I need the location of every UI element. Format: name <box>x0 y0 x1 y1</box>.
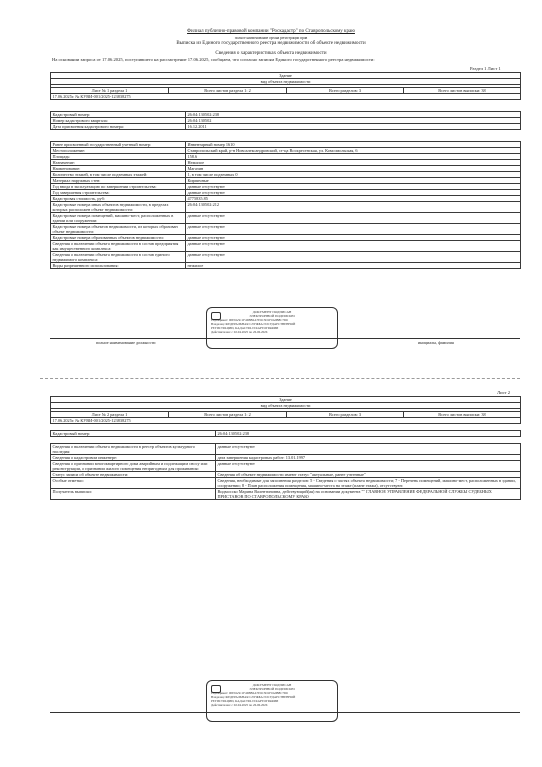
position-caption: полное наименование должности <box>96 340 156 345</box>
stamp-owner2: РЕГИСТРАЦИИ, КАДАСТРА И КАРТОГРАФИИ <box>211 326 279 330</box>
sheets-total: Всего листов выписки: 38 <box>404 88 521 94</box>
stamp2-line1: ДОКУМЕНТ ПОДПИСАН <box>252 683 292 687</box>
sections-total: Всего разделов: 3 <box>287 88 404 94</box>
stamp-owner: Владелец: ФЕДЕРАЛЬНАЯ СЛУЖБА ГОСУДАРСТВЕННОЙ <box>211 322 296 326</box>
row-label: Дата присвоения кадастрового номера: <box>51 124 186 130</box>
row-value: 158.6 <box>186 154 521 160</box>
row-label: Сведения о включении объекта недвижимости в состав предприятия как имущественного комплекса: <box>51 241 186 252</box>
request-text: На основании запроса от 17.06.2025, поступившего на рассмотрение 17.06.2025, сообщаем, что согласно записям Единого государственного реестра недвижимости: <box>52 57 375 62</box>
row-value: данные отсутствуют <box>186 213 521 224</box>
row-value: данные отсутствуют <box>186 235 521 241</box>
stamp2-owner: Владелец: ФЕДЕРАЛЬНАЯ СЛУЖБА ГОСУДАРСТВЕННОЙ <box>211 695 296 699</box>
row-label: Кадастровая стоимость, руб: <box>51 196 186 202</box>
stamp2-cert: Сертификат: 00E9A5C1F4D8B2A7E6C3D1F0A9B8C7D6 <box>211 691 288 695</box>
stamp2-line2: ЭЛЕКТРОННОЙ ПОДПИСЬЮ <box>249 687 295 691</box>
row-value: Кирпичные <box>186 178 521 184</box>
stamp2-owner2: РЕГИСТРАЦИИ, КАДАСТРА И КАРТОГРАФИИ <box>211 699 279 703</box>
table-row <box>51 252 521 263</box>
building-label-2: Здание <box>51 397 521 403</box>
date-ref-2: 17.06.2025г. № КУВИ-001/2025-123838275 <box>51 418 521 424</box>
stamp-cert: Сертификат: 00E9A5C1F4D8B2A7E6C3D1F0A9B8C7D6 <box>211 318 288 322</box>
sheet1-header-table <box>50 72 521 100</box>
cadastral-label-2: Кадастровый номер: <box>51 431 216 437</box>
sheet2-characteristics-table <box>50 443 521 500</box>
row-value: дата завершения кадастровых работ: 13.01.1997 <box>216 455 521 461</box>
row-value: Ставропольский край, р-н Новоалександровский, ст-ца Воскресенская, ул. Комсомольская, 6 <box>186 148 521 154</box>
row-label: Сведения о признании многоквартирного дома аварийным и подлежащим сносу или реконструкции, о признании жилого помещения непригодным для проживания: <box>51 461 216 472</box>
row-label: Получатель выписки: <box>51 489 216 500</box>
section-sheet-label: Раздел 1 Лист 1 <box>470 66 501 71</box>
row-value: Нежилое <box>186 160 521 166</box>
electronic-signature-stamp <box>206 307 338 349</box>
row-label: Наименование: <box>51 166 186 172</box>
seal-icon <box>211 685 221 693</box>
row-label: Кадастровые номера иных объектов недвижимости, в пределах которых расположен объект недвижимости: <box>51 202 186 213</box>
row-label: Сведения о кадастровом инженере: <box>51 455 216 461</box>
row-label: Кадастровые номера объектов недвижимости, из которых образован объект недвижимости: <box>51 224 186 235</box>
signature-caption: инициалы, фамилия <box>418 340 454 345</box>
sheet2-header-table <box>50 396 521 424</box>
sheets-in-section-2: Всего листов раздела 1: 2 <box>169 412 287 418</box>
row-value: данные отсутствуют <box>216 461 521 472</box>
date-ref: 17.06.2025г. № КУВИ-001/2025-123838275 <box>51 94 521 100</box>
stamp-line1: ДОКУМЕНТ ПОДПИСАН <box>252 310 292 314</box>
seal-icon <box>211 312 221 320</box>
row-label: Сведения о включении объекта недвижимости в состав единого недвижимого комплекса: <box>51 252 186 263</box>
table-row <box>51 461 521 472</box>
org-name: Филиал публично-правовой компании "Роскадастр" по Ставропольскому краю <box>187 29 355 34</box>
building-label: Здание <box>51 73 521 79</box>
row-label: Кадастровые номера образованных объектов недвижимости: <box>51 235 186 241</box>
row-label: Назначение: <box>51 160 186 166</box>
row-value: данные отсутствуют <box>186 190 521 196</box>
sheets-in-section: Всего листов раздела 1: 2 <box>169 88 287 94</box>
sheet2-label: Лист 2 <box>497 390 511 395</box>
row-value: Инвентарный номер 1610 <box>186 142 521 148</box>
row-value: 4775835.85 <box>186 196 521 202</box>
table-row <box>51 263 521 269</box>
row-value: данные отсутствуют <box>186 224 521 235</box>
row-label: Год завершения строительства: <box>51 190 186 196</box>
row-value: Магазин <box>186 166 521 172</box>
row-value: Видмосско Марина Валентиновна, действующий(ая) на основании документа "" ГЛАВНОЕ УПРАВЛЕНИЕ ФЕДЕРАЛЬНОЙ СЛУЖБЫ СУДЕБНЫХ ПРИСТАВОВ ПО СТАВРОПОЛЬСКОМУ КРАЮ <box>216 489 521 500</box>
sections-total-2: Всего разделов: 3 <box>287 412 404 418</box>
sheet1-cadastral-table <box>50 111 521 130</box>
row-label: Материал наружных стен: <box>51 178 186 184</box>
row-value: данные отсутствуют <box>186 252 521 263</box>
table-row <box>51 241 521 252</box>
row-label: Год ввода в эксплуатацию по завершении строительства: <box>51 184 186 190</box>
extract-title: Выписка из Единого государственного реестра недвижимости об объекте недвижимости <box>176 41 366 46</box>
table-row <box>51 489 521 500</box>
stamp2-valid: Действителен: с 02.04.2025 по 26.06.2026 <box>211 703 268 707</box>
table-row <box>51 478 521 489</box>
sheet-of-section: Лист № 1 раздела 1 <box>51 88 169 94</box>
row-value: 26:04:130502:212 <box>186 202 521 213</box>
row-value: нежилое <box>186 263 521 269</box>
row-label: Номер кадастрового квартала: <box>51 118 186 124</box>
row-value: данные отсутствуют <box>186 241 521 252</box>
object-type-caption: вид объекта недвижимости <box>51 79 521 85</box>
row-label: Площадь: <box>51 154 186 160</box>
row-label: Кадастровый номер: <box>51 112 186 118</box>
sheets-total-2: Всего листов выписки: 38 <box>404 412 521 418</box>
stamp-valid: Действителен: с 02.04.2025 по 26.06.2026 <box>211 330 268 334</box>
sheet2-cadastral-table <box>50 430 521 437</box>
row-value: 26:04:130502:238 <box>186 112 521 118</box>
row-value: 26:04:130502 <box>186 118 521 124</box>
table-row <box>51 213 521 224</box>
row-value: данные отсутствуют <box>186 184 521 190</box>
row-value: Сведения, необходимые для заполнения разделов: 5 - Сведения о частях объекта недвижимости; 7 - Перечень помещений, машино-мест, расположенных в здании, сооружении; 8 - План расположения помещения, машино-места на этаже (плане этажа), отсутствуют. <box>216 478 521 489</box>
stamp-line2: ЭЛЕКТРОННОЙ ПОДПИСЬЮ <box>249 314 295 318</box>
row-label: Местоположение: <box>51 148 186 154</box>
table-row <box>51 444 521 455</box>
row-value: Сведения об объекте недвижимости имеют статус "актуальные, ранее учтенные" <box>216 472 521 478</box>
extract-subtitle: Сведения о характеристиках объекта недвижимости <box>215 51 327 56</box>
sheet1-characteristics-table <box>50 141 521 269</box>
row-value: 1, в том числе подземных 0 <box>186 172 521 178</box>
table-row <box>51 202 521 213</box>
row-label: Сведения о включении объекта недвижимости в реестр объектов культурного наследия: <box>51 444 216 455</box>
sheet-of-section-2: Лист № 2 раздела 1 <box>51 412 169 418</box>
row-label: Количество этажей, в том числе подземных этажей: <box>51 172 186 178</box>
row-label: Ранее присвоенный государственный учетный номер: <box>51 142 186 148</box>
row-label: Виды разрешенного использования: <box>51 263 186 269</box>
row-label: Кадастровые номера помещений, машино-мест, расположенных в здании или сооружении: <box>51 213 186 224</box>
org-caption: полное наименование органа регистрации прав <box>234 36 308 40</box>
table-row <box>51 224 521 235</box>
row-value: 16.12.2011 <box>186 124 521 130</box>
page-break <box>40 378 520 379</box>
row-value: данные отсутствуют <box>216 444 521 455</box>
table-row <box>51 124 521 130</box>
cadastral-value-2: 26:04:130502:238 <box>216 431 521 437</box>
row-label: Статус записи об объекте недвижимости: <box>51 472 216 478</box>
electronic-signature-stamp-2 <box>206 680 338 722</box>
row-label: Особые отметки: <box>51 478 216 489</box>
object-type-caption-2: вид объекта недвижимости <box>51 403 521 409</box>
